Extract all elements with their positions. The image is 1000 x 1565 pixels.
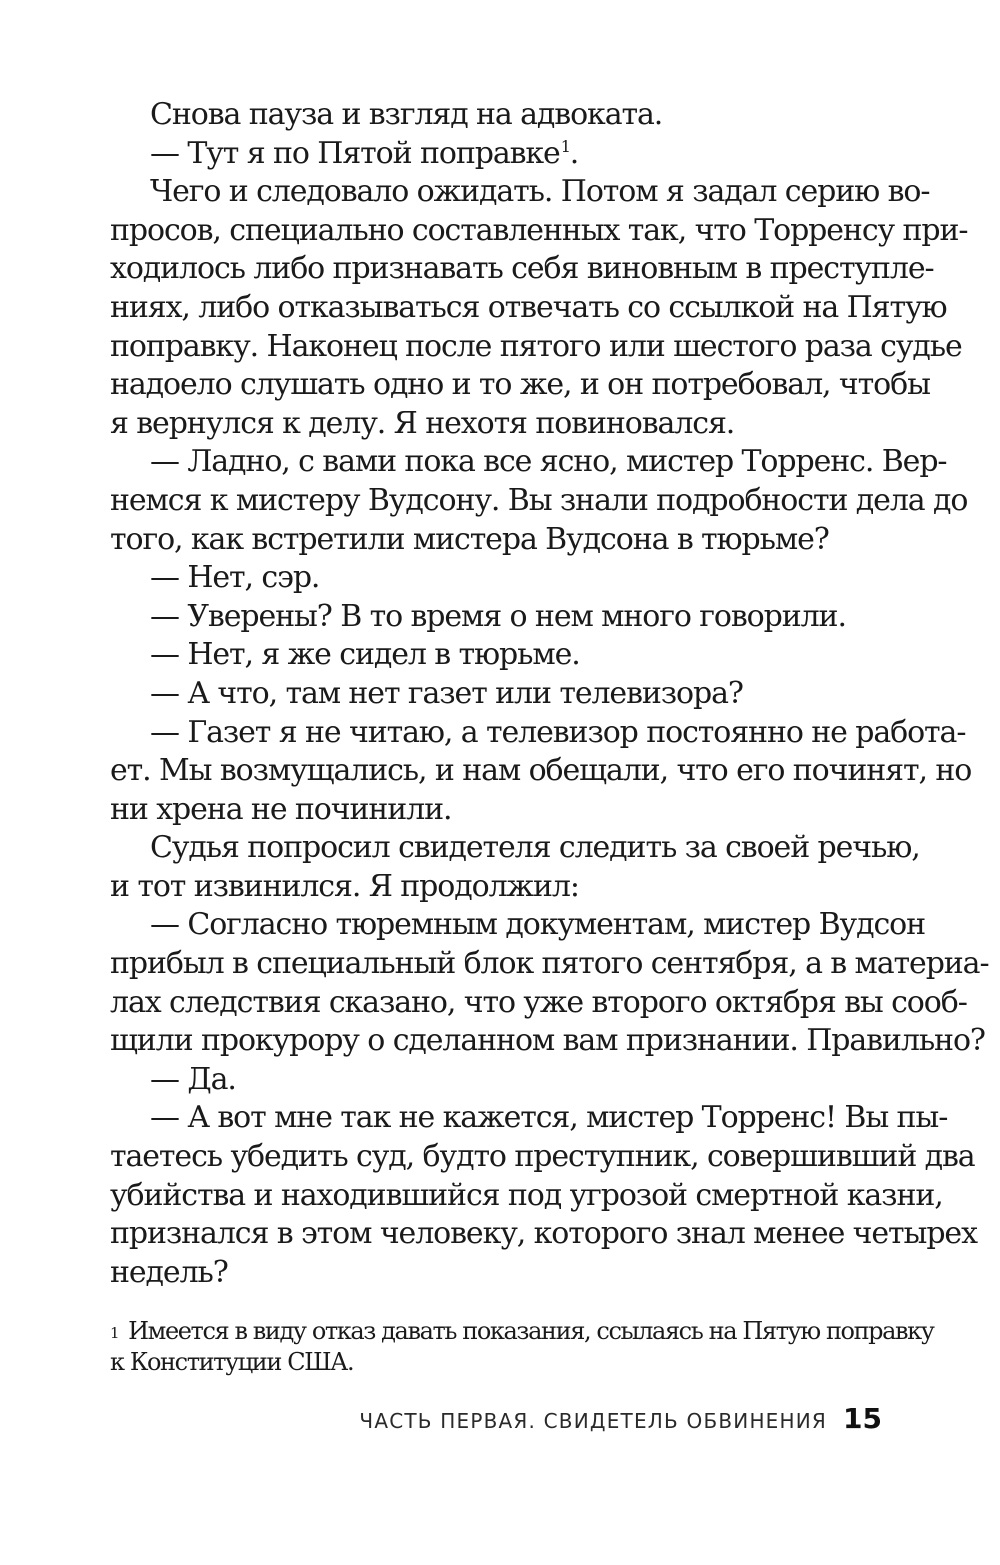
- text-line-content: недель?: [110, 1254, 228, 1290]
- footnote-text-1: Имеется в виду отказ давать показания, ссылаясь на Пятую поправку: [128, 1317, 934, 1345]
- text-line: [110, 559, 882, 598]
- page-body: [110, 96, 989, 1292]
- text-line: [110, 135, 882, 174]
- text-line-content: — Газет я не читаю, а телевизор постоянно не работа-: [150, 714, 966, 750]
- text-line: [110, 829, 920, 868]
- text-line-content: поправку. Наконец после пятого или шестого раза судье: [110, 328, 962, 364]
- text-line-content: Снова пауза и взгляд на адвоката.: [150, 97, 663, 132]
- text-line: [110, 598, 882, 637]
- text-line-content: — Нет, я же сидел в тюрьме.: [150, 637, 580, 673]
- text-line: [110, 1138, 975, 1177]
- text-line-content: — Тут я по Пятой поправке: [150, 135, 560, 171]
- text-line-content: — А что, там нет газет или телевизора?: [150, 675, 743, 711]
- text-line: [110, 405, 882, 444]
- text-line: [110, 96, 882, 135]
- text-line-content: ет. Мы возмущались, и нам обещали, что его починят, но: [110, 753, 972, 789]
- text-line-content: немся к мистеру Вудсону. Вы знали подробности дела до: [110, 482, 968, 518]
- text-line-content: таетесь убедить суд, будто преступник, совершивший два: [110, 1139, 975, 1175]
- footnote-line-1: [110, 1316, 934, 1347]
- text-line: [110, 906, 926, 945]
- text-line: [110, 1099, 948, 1138]
- text-line: [110, 1215, 977, 1254]
- text-line-content: — Да.: [150, 1061, 236, 1097]
- text-line: [110, 791, 882, 830]
- text-line-content: Чего и следовало ожидать. Потом я задал серию во-: [150, 174, 930, 210]
- text-line-content: я вернулся к делу. Я нехотя повиновался.: [110, 405, 735, 441]
- text-line-content: — Ладно, с вами пока все ясно, мистер Торренс. Вер-: [150, 444, 947, 480]
- text-line-content: ниях, либо отказываться отвечать со ссылкой на Пятую: [110, 289, 947, 325]
- text-line: [110, 1022, 985, 1061]
- running-footer: [110, 1402, 882, 1435]
- text-line-content: — Согласно тюремным документам, мистер Вудсон: [150, 907, 926, 943]
- text-line-content: — Уверены? В то время о нем много говорили.: [150, 598, 846, 634]
- text-line-content: просов, специально составленных так, что Торренсу при-: [110, 212, 968, 248]
- running-title: ЧАСТЬ ПЕРВАЯ. СВИДЕТЕЛЬ ОБВИНЕНИЯ: [359, 1409, 828, 1433]
- text-line-content: и тот извинился. Я продолжил:: [110, 868, 579, 904]
- text-line: [110, 984, 967, 1023]
- text-line: [110, 212, 968, 251]
- text-line-content: ходилось либо признавать себя виновным в преступле-: [110, 251, 934, 287]
- text-line-content: — А вот мне так не кажется, мистер Торренс! Вы пы-: [150, 1100, 948, 1136]
- text-line-content: того, как встретили мистера Вудсона в тюрьме?: [110, 521, 829, 557]
- text-line: [110, 675, 882, 714]
- text-line: [110, 1254, 882, 1293]
- footnote-mark: 1: [110, 1324, 119, 1342]
- text-line: [110, 868, 882, 907]
- text-line: [110, 521, 882, 560]
- text-line-content: ни хрена не починили.: [110, 791, 452, 827]
- text-line-content: — Нет, сэр.: [150, 560, 320, 596]
- text-line: [110, 714, 966, 753]
- text-line-content: лах следствия сказано, что уже второго октября вы сооб-: [110, 984, 967, 1020]
- text-line-content: убийства и находившийся под угрозой смертной казни,: [110, 1177, 943, 1213]
- text-line-content: надоело слушать одно и то же, и он потребовал, чтобы: [110, 367, 930, 403]
- text-line-content: Судья попросил свидетеля следить за своей речью,: [150, 830, 920, 866]
- footnote-line-2: к Конституции США.: [110, 1348, 354, 1376]
- text-line: [110, 443, 947, 482]
- text-line: [110, 289, 947, 328]
- text-line: [110, 250, 934, 289]
- footnote: [110, 1316, 934, 1378]
- text-line: [110, 328, 962, 367]
- text-line: [110, 482, 968, 521]
- text-line-content: признался в этом человеку, которого знал менее четырех: [110, 1216, 977, 1252]
- text-line: [110, 366, 930, 405]
- text-line-content: прибыл в специальный блок пятого сентября, а в материа-: [110, 946, 989, 982]
- text-line: [110, 1061, 882, 1100]
- text-line-tail: .: [569, 135, 579, 171]
- text-line: [110, 173, 930, 212]
- page-number: 15: [843, 1402, 882, 1435]
- text-line-content: щили прокурору о сделанном вам признании. Правильно?: [110, 1023, 985, 1059]
- text-line: [110, 945, 989, 984]
- text-line: [110, 1177, 943, 1216]
- text-line: [110, 636, 882, 675]
- footnote-reference: 1: [560, 136, 570, 156]
- text-line: [110, 752, 972, 791]
